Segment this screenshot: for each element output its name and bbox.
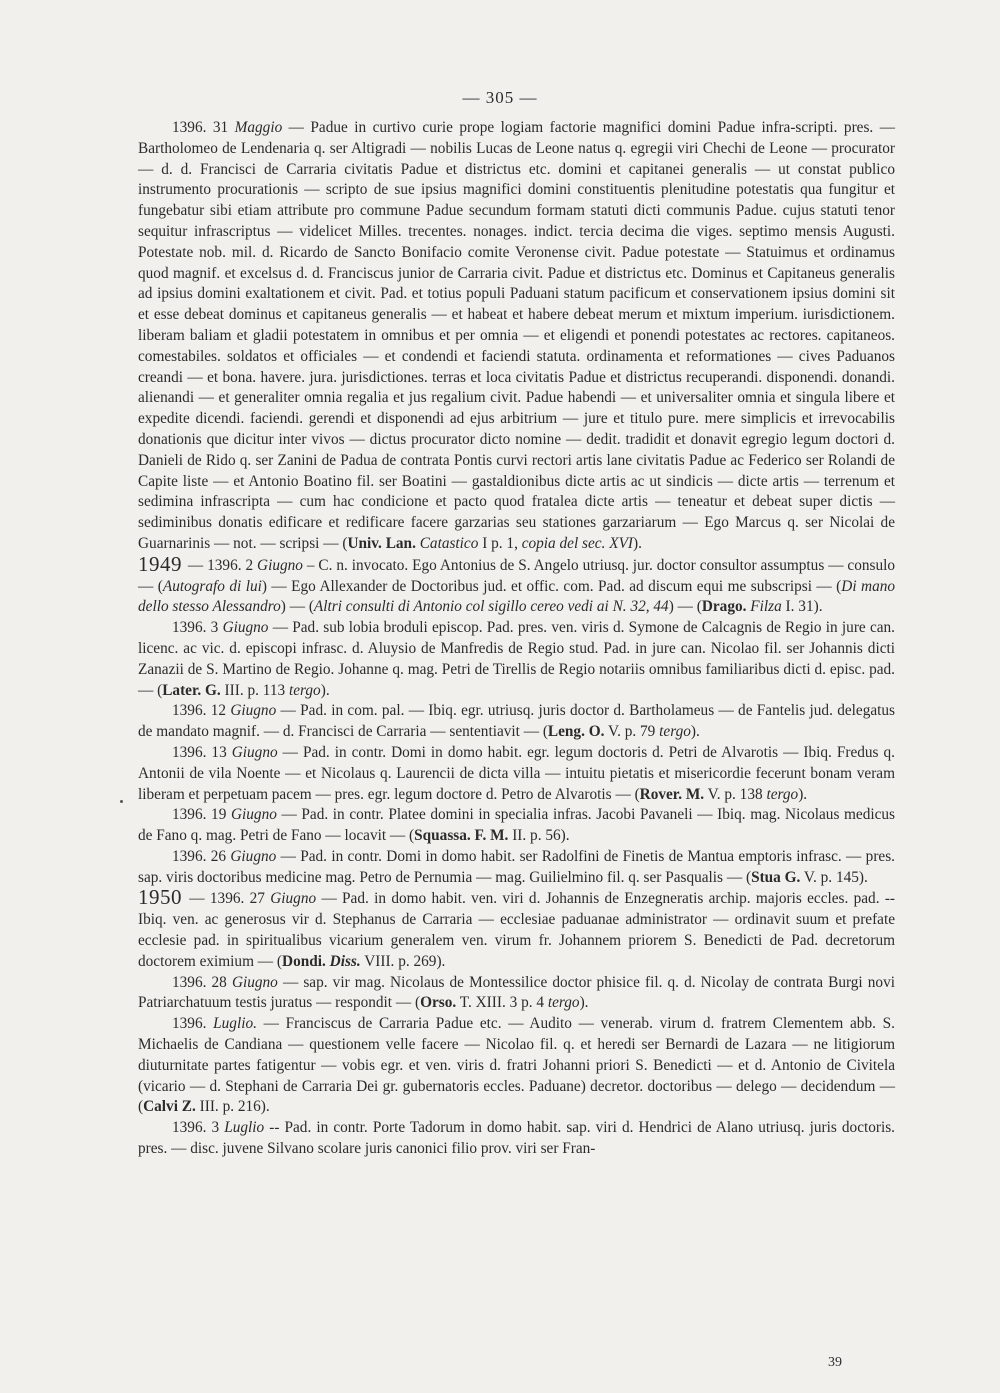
text-run: T. XIII. 3 p. 4 — [456, 994, 548, 1012]
italic-text: Giugno — [230, 702, 277, 720]
text-run: 1396. 3 — [172, 1119, 225, 1137]
italic-text: Di mano dello stesso Alessandro — [138, 577, 896, 616]
source-reference: Rover. M. — [639, 785, 705, 803]
italic-text: tergo — [659, 723, 691, 741]
italic-text: Giugno — [231, 743, 278, 761]
source-reference: Later. G. — [162, 681, 221, 699]
signature-mark: 39 — [828, 1355, 842, 1370]
text-run: ) — Ego Allexander de Doctoribus jud. et offic. com. Pad. ad discum equi me subscripsi — ( — [261, 577, 842, 595]
italic-text: tergo — [288, 681, 321, 699]
text-run: — 1396. 27 — [184, 890, 271, 908]
text-run: ). — [633, 534, 642, 552]
text-run: VIII. p. 269). — [360, 952, 446, 970]
text-run: II. p. 56). — [508, 827, 570, 845]
text-run: I p. 1, — [478, 534, 522, 552]
text-run: 1396. 28 — [172, 973, 232, 991]
source-reference: Univ. Lan. — [347, 534, 416, 552]
source-reference: Calvi Z. — [143, 1098, 196, 1116]
source-reference: Leng. O. — [547, 723, 605, 741]
italic-text: Giugno — [231, 973, 278, 991]
document-entry — [138, 701, 895, 743]
italic-text: Luglio. — [213, 1015, 257, 1033]
numbered-document-entry — [138, 885, 896, 972]
text-run: ) — ( — [668, 598, 702, 616]
page-number: — 305 — — [462, 88, 538, 107]
text-run: ). — [320, 681, 330, 699]
margin-dot — [120, 800, 123, 803]
document-entry — [138, 118, 895, 555]
text-run: 1396. 3 — [172, 619, 223, 637]
document-body — [138, 118, 895, 1160]
text-run: ). — [690, 723, 700, 741]
source-reference: Squassa. F. M. — [414, 827, 509, 845]
document-entry — [138, 743, 895, 805]
italic-text: Luglio — [224, 1119, 265, 1137]
document-entry — [138, 1118, 895, 1160]
document-entry — [138, 618, 895, 701]
document-entry — [138, 805, 895, 847]
italic-text: Maggio — [234, 119, 283, 136]
italic-text: Giugno — [230, 847, 277, 865]
text-run: — Pad. in contr. Domi in domo habit. egr. legum doctoris d. Petri de Alvarotis — Ibiq. Fredus q. Antonii de vila Noente — et Nicolaus q. Laurencii de dicta villa — intuitu pietatis et misericordie fecerunt bonam veram liberam et perpetuam pacem — pres. egr. legum doctore d. Petro de Alvarotis — ( — [138, 743, 895, 803]
italic-text: Giugno — [230, 806, 277, 824]
document-entry — [138, 973, 895, 1015]
text-run: V. p. 145). — [800, 868, 868, 886]
document-entry — [138, 1014, 895, 1118]
text-run: V. p. 138 — [704, 785, 767, 803]
italic-text: copia del sec. XVI — [521, 534, 634, 552]
italic-text: Catastico — [419, 534, 479, 552]
text-run: ) — ( — [280, 598, 314, 616]
text-run: 1396. 13 — [172, 743, 232, 761]
source-reference: Orso. — [420, 994, 457, 1012]
text-run: — Pad. in contr. Domi in domo habit. ser Radolfini de Finetis de Mantua emptoris infrasc. — pres. sap. viris doctoribus medicine mag. Petro de Pernumia — mag. Guilielmino fil. q. ser Pasqualis — ( — [138, 847, 895, 886]
text-run: — sap. vir mag. Nicolaus de Montessilice doctor phisice fil. q. d. Nicolay de contrata Burgi novi Patriarchatuum testis juratus — respondit — ( — [138, 973, 895, 1012]
source-reference: Drago. — [701, 598, 747, 616]
text-run: ). — [798, 785, 808, 803]
italic-text: Giugno — [222, 619, 269, 637]
italic-text: Giugno — [270, 890, 317, 908]
text-run: I. 31). — [781, 598, 823, 616]
source-reference: Dondi. — [282, 952, 326, 970]
text-run: 1396. 12 — [172, 702, 231, 720]
source-reference: Stua G. — [751, 868, 801, 886]
italic-text: Giugno — [257, 556, 303, 574]
italic-text: Filza — [750, 598, 782, 616]
text-run: III. p. 216). — [195, 1098, 270, 1116]
text-run: V. p. 79 — [604, 723, 660, 741]
document-number: 1949 — [138, 551, 182, 576]
italic-text: Altri consulti di Antonio col sigillo cereo vedi ai N. 32, 44 — [313, 598, 669, 616]
text-run: — Franciscus de Carraria Padue etc. — Audito — venerab. virum d. fratrem Clementem abb. S. Michaelis de Candiana — questionem velle facere — Nicolao fil. q. et heredi ser Bernardi de Lazara — ne litigiorum diuturnitate partes fatigentur — vobis egr. et ven. viris d. fratri Johanni priori S. Benedicti — et d. Antonio de Civitela (vicario — d. Stephani de Carraria Dei gr. gubernatoris eccles. Paduane) decretor. doctoribus — delego — decidendum — ( — [138, 1015, 895, 1116]
text-run: — 1396. 2 — [184, 556, 258, 574]
text-run: 1396. 31 — [172, 119, 235, 136]
text-run: 1396. — [172, 1015, 214, 1033]
text-run: 1396. 26 — [172, 847, 231, 865]
text-run: 1396. 19 — [172, 806, 231, 824]
document-number: 1950 — [138, 885, 182, 910]
text-run: -- Pad. in contr. Porte Tadorum in domo habit. sap. viri d. Hendrici de Alano utriusq. juris doctoris. pres. — disc. juvene Silvano scolare juris canonici filio prov. viri ser Fran- — [138, 1119, 895, 1158]
text-run: — Pad. in domo habit. ven. viri d. Johannis de Enzegneratis archip. majoris eccles. pad. -- Ibiq. ven. ac generosus vir d. Stephanus de Carraria — ecclesiae paduanae administrator — ordinavit suum et prefate ecclesie pad. in spiritualibus vicarium generalem ven. virum fr. Johannem priorem S. Benedicti de Pad. decretorum doctorem eximium — ( — [138, 890, 896, 970]
italic-text: tergo — [766, 785, 799, 803]
italic-text: Autografo di lui — [162, 577, 262, 595]
source-reference: Diss. — [329, 952, 361, 970]
text-run: — Pad. in contr. Platee domini in specialia infras. Jacobi Pavaneli — Ibiq. mag. Nicolaus medicus de Fano q. mag. Petri de Fano — locavit — ( — [138, 806, 895, 845]
document-entry — [138, 847, 895, 889]
text-run: – C. n. invocato. Ego Antonius de S. Angelo utriusq. jur. doctor consultor assumptus — consulo — ( — [138, 556, 895, 595]
text-run: — Padue in curtivo curie prope logiam factorie magnifici domini Padue infra-scripti. pres. — Bartholomeo de Lendenaria q. ser Altigradi — nobilis Lucas de Leone natus q. egregii viri Chechi de Leone — procurator — d. d. Francisci de Carraria civitatis Padue et districtus etc. domini et capitanei generalis — ut constat publico instrumento procurationis — scripto de sue ipsius magnifici domini constituentis plenitudine potestatis qua fungitur et fungebatur sibi etiam attribute pro commune Padue secundum formam statuti dicti communis Padue. cujus statuti tenor sequitur infrascriptus — videlicet Milles. trecentes. nonages. indict. tercia decima die viges. septimo mensis Augusti. Potestate nob. mil. d. Ricardo de Sancto Bonifacio comite Veronense civit. Padue potestate — Statuimus et ordinamus quod magnif. et excelsus d. d. Franciscus junior de Carraria civit. Padue et districtus etc. Dominus et Capitaneus generalis ad ipsius domini exaltationem et civit. Pad. et totius populi Paduani statum pacificum et conservationem ipsius domini sit et esse debeat dominus et capitaneus generalis — et habeat et habere debeat merum et mixtum imperium. iurisdictionem. liberam baliam et gladii potestatem in omnibus et per omnia — et eligendi et ponendi potestates ac rectores. capitaneos. comestabiles. soldatos et officiales — et condendi et faciendi statuta. ordinamenta et reformationes — cives Paduanos creandi — et bona. havere. jura. jurisdictiones. terras et loca civitatis Padue et districtus recuperandi. disponendi. donandi. alienandi — et generaliter omnia regalia et jus regalium civit. Padue habendi — et universaliter omnia et singula libere et expedite dicendi. faciendi. gerendi et disponendi ad ejus arbitrium — jure et titulo pure. mere simplicis et irrevocabilis donationis que dicitur inter vivos — dictus procurator dicto nomine — dedit. tradidit et donavit egregio legum doctori d. Danieli de Rido q. ser Zanini de Padua de contrata Pontis curvi rectori artis lane civitatis Padue ac Federico ser Rolandi de Capite liste — et Antonio Boatino fil. ser Boatini — gastaldionibus dicte artis ac ut sindicis — dicte artis — terrenum et sedimina infrascripta — cum hac condicione et pacto quod fratalea dicte artis — teneatur et debeat super dictis — sediminibus donatis edificare et redificare facere garzarias seu stationes garzariarum — Ego Marcus q. ser Nicolai de Guarnarinis — not. — scripsi — ( — [138, 119, 895, 552]
italic-text: tergo — [547, 994, 580, 1012]
text-run: ). — [579, 994, 589, 1012]
numbered-document-entry — [138, 551, 896, 618]
text-run: — Pad. sub lobia broduli episcop. Pad. pres. ven. viris d. Symone de Calcagnis de Regio in jure can. licenc. ac vic. d. episcopi infrasc. d. Aluysio de Manfredis de Regio stud. Pad. in jure can. Nicolao fil. ser Johannis dicti Zanazii de S. Martino de Regio. Johanne q. mag. Petri de Tirellis de Regio notariis omnibus familiaribus dicti d. episc. pad. — ( — [138, 619, 895, 699]
text-run: III. p. 113 — [220, 681, 289, 699]
text-run: — Pad. in com. pal. — Ibiq. egr. utriusq. juris doctor d. Bartholameus — de Fantelis jud. delegatus de mandato magnif. — d. Francisci de Carraria — sententiavit — ( — [138, 702, 895, 741]
